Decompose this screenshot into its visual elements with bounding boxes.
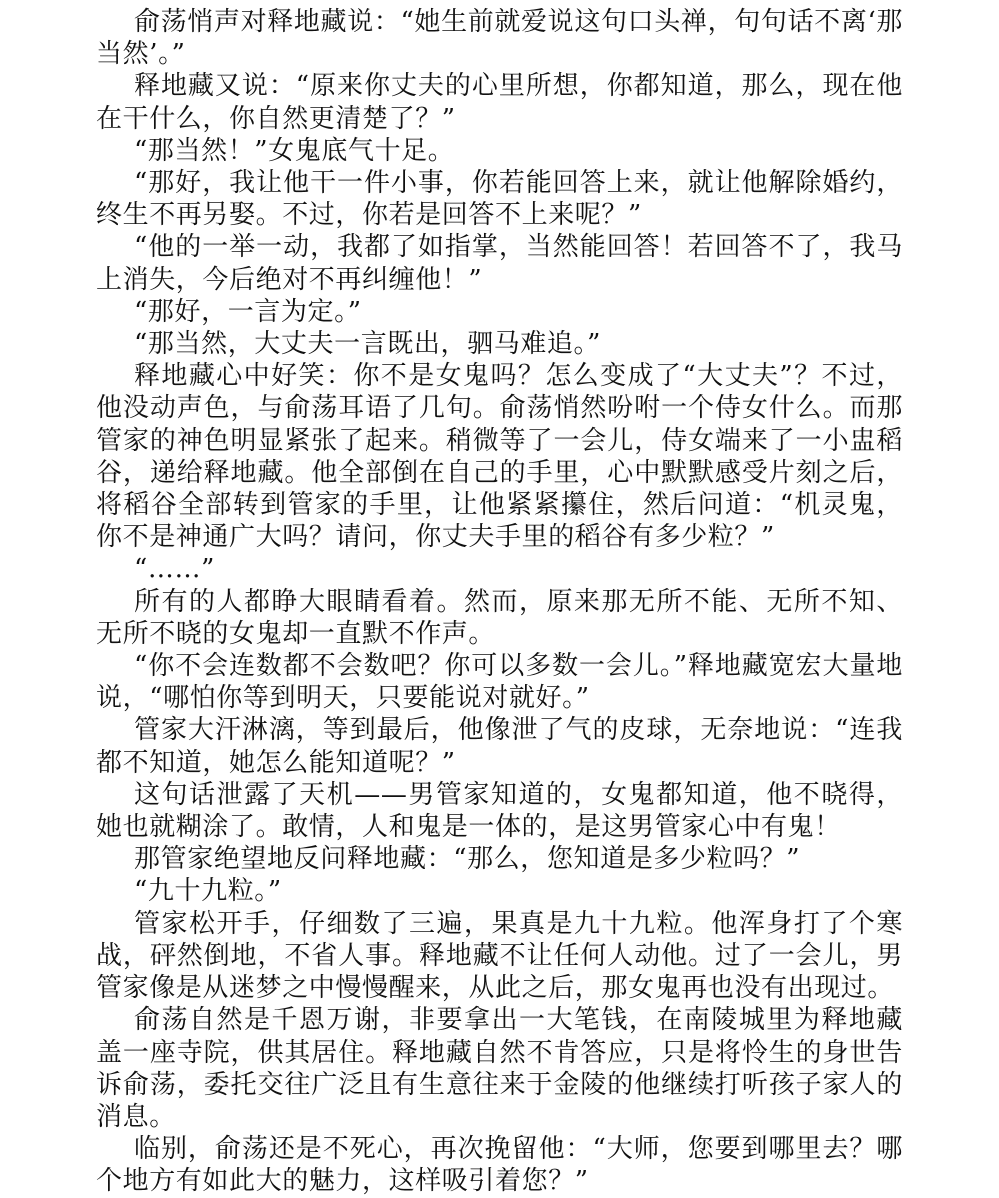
paragraph: “九十九粒。”	[134, 876, 282, 907]
paragraph: 那管家绝望地反问释地藏：“那么，您知道是多少粒吗？”	[134, 844, 801, 875]
paragraph: 释地藏心中好笑：你不是女鬼吗？怎么变成了“大丈夫”？不过，他没动声色，与俞荡耳语了几句。俞荡悄然吩咐一个侍女什么。而那管家的神色明显紧张了起来。稍微等了一会儿，侍女端来了一小盅稻谷，递给释地藏。他全部倒在自己的手里，心中默默感受片刻之后，将稻谷全部转到管家的手里，让他紧紧攥住，然后问道：“机灵鬼，你不是神通广大吗？请问，你丈夫手里的稻谷有多少粒？”	[96, 361, 903, 553]
paragraph: “那好，我让他干一件小事，你若能回答上来，就让他解除婚约，终生不再另娶。不过，你若是回答不上来呢？”	[96, 168, 903, 231]
paragraph: “那当然！”女鬼底气十足。	[134, 135, 455, 166]
paragraph: 所有的人都睁大眼睛看着。然而，原来那无所不能、无所不知、无所不晓的女鬼却一直默不作声。	[96, 586, 903, 649]
paragraph: 这句话泄露了天机——男管家知道的，女鬼都知道，他不晓得，她也就糊涂了。敢情，人和鬼是一体的，是这男管家心中有鬼！	[96, 779, 903, 843]
paragraph: 释地藏又说：“原来你丈夫的心里所想，你都知道，那么，现在他在干什么，你自然更清楚了？”	[96, 71, 903, 134]
paragraph: “那当然，大丈夫一言既出，驷马难追。”	[134, 329, 601, 360]
paragraph: 俞荡自然是千恩万谢，非要拿出一大笔钱，在南陵城里为释地藏盖一座寺院，供其居住。释地藏自然不肯答应，只是将怜生的身世告诉俞荡，委托交往广泛且有生意往来于金陵的他继续打听孩子家人的消息。	[96, 1005, 903, 1132]
paragraph: “那好，一言为定。”	[134, 296, 362, 327]
paragraph: “……”	[134, 554, 215, 585]
paragraph: 俞荡悄声对释地藏说：“她生前就爱说这句口头禅，句句话不离‘那当然’。”	[96, 7, 903, 70]
paragraph: “他的一举一动，我都了如指掌，当然能回答！若回答不了，我马上消失，今后绝对不再纠缠他！”	[96, 232, 903, 295]
paragraph: 管家大汗淋漓，等到最后，他像泄了气的皮球，无奈地说：“连我都不知道，她怎么能知道呢？”	[96, 715, 903, 778]
paragraph: 临别，俞荡还是不死心，再次挽留他：“大师，您要到哪里去？哪个地方有如此大的魅力，这样吸引着您？”	[96, 1134, 903, 1197]
paragraph: 管家松开手，仔细数了三遍，果真是九十九粒。他浑身打了个寒战，砰然倒地，不省人事。释地藏不让任何人动他。过了一会儿，男管家像是从迷梦之中慢慢醒来，从此之后，那女鬼再也没有出现过。	[96, 908, 903, 1004]
paragraph: “你不会连数都不会数吧？你可以多数一会儿。”释地藏宽宏大量地说，“哪怕你等到明天，只要能说对就好。”	[96, 651, 903, 714]
